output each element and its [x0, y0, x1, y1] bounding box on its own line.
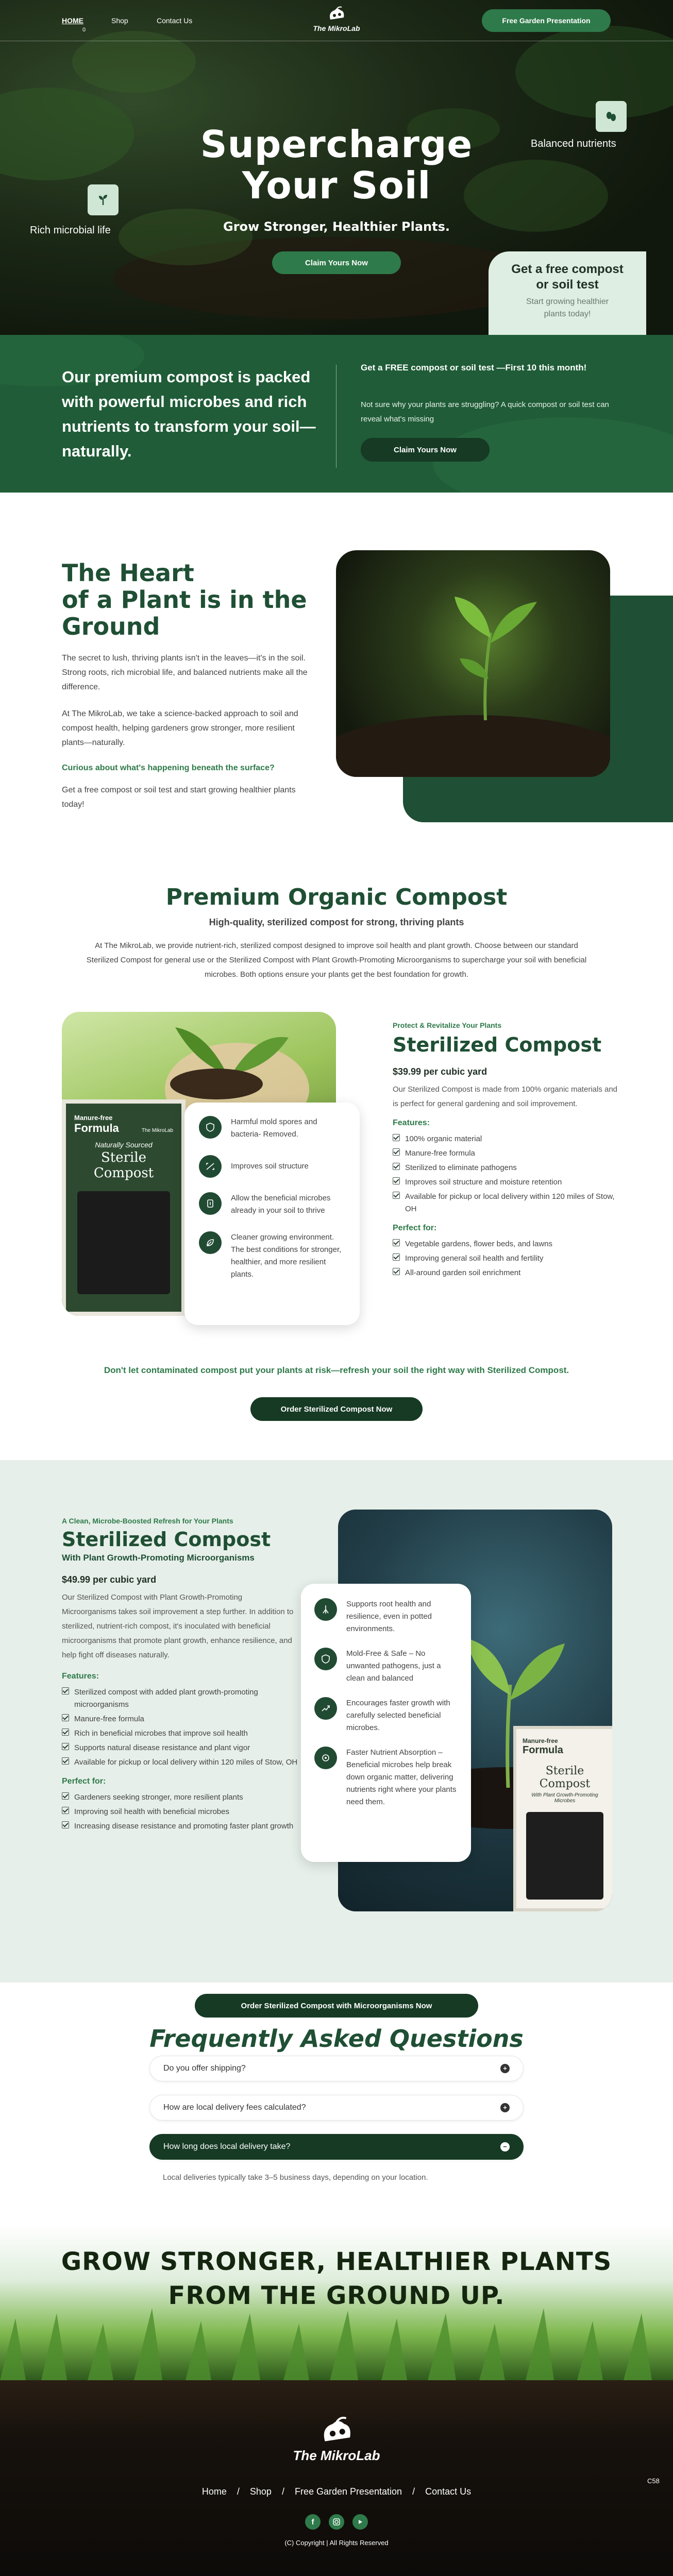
p1-feature	[393, 1162, 619, 1174]
checkbox-icon	[62, 1728, 69, 1736]
p2-benefit1-text: Supports root health and resilience, even in potted environments.	[346, 1600, 432, 1633]
footer-copyright: (C) Copyright | All Rights Reserved	[284, 2539, 389, 2547]
product2-order-button[interactable]: Order Sterilized Compost with Microorganisms Now	[195, 1994, 478, 2018]
faq-answer: Local deliveries typically take 3–5 business days, depending on your location.	[163, 2173, 428, 2182]
mikrolab-logo-icon	[316, 2416, 357, 2445]
bag1-small: Manure-free	[74, 1114, 113, 1122]
heart-title-l2: of a Plant is in the	[62, 586, 307, 614]
faq-section	[0, 2025, 673, 2195]
sprout-icon	[96, 193, 110, 207]
root-icon	[314, 1598, 337, 1621]
checkbox-icon	[62, 1757, 69, 1765]
footer-logo[interactable]	[259, 2416, 414, 2464]
faq-question: How are local delivery fees calculated?	[163, 2103, 306, 2112]
footer-link-shop[interactable]: Shop	[249, 2486, 272, 2497]
checkbox-icon	[393, 1192, 400, 1199]
hero-subtitle: Grow Stronger, Healthier Plants.	[223, 219, 450, 234]
p1-feature-text: Improves soil structure and moisture retention	[405, 1178, 562, 1187]
band-desc: Not sure why your plants are struggling? A quick compost or soil test can reveal what's missing	[361, 400, 609, 423]
product2-price: $49.99 per cubic yard	[62, 1574, 157, 1585]
p2-feature	[62, 1742, 299, 1754]
nav-shop[interactable]: Shop	[111, 16, 128, 25]
checkbox-icon	[62, 1687, 69, 1694]
checkbox-icon	[62, 1714, 69, 1721]
product1-warning: Don't let contaminated compost put your plants at risk—refresh your soil the right way with Sterilized Compost.	[104, 1365, 569, 1375]
p2-perfect-text: Improving soil health with beneficial microbes	[74, 1807, 229, 1816]
brand-name: The MikroLab	[313, 24, 360, 32]
product1-desc: Our Sterilized Compost is made from 100% organic materials and is perfect for general gardening and soil improvement.	[393, 1085, 618, 1108]
badge-microbial	[88, 184, 119, 215]
bag1-name: Sterile Compost	[93, 1150, 154, 1181]
checkbox-icon	[393, 1163, 400, 1170]
top-nav	[0, 0, 673, 41]
product1-eyebrow: Protect & Revitalize Your Plants	[393, 1021, 502, 1029]
bag2-name: Sterile Compost	[539, 1765, 591, 1790]
nav-home-marker: 0	[82, 27, 86, 33]
checkbox-icon	[393, 1239, 400, 1246]
faq-item-delivery-fees[interactable]	[149, 2095, 524, 2121]
faq-question: How long does local delivery take?	[163, 2142, 291, 2151]
p2-benefit3-text: Encourages faster growth with carefully selected beneficial microbes.	[346, 1699, 450, 1732]
p1-perfect	[393, 1267, 619, 1279]
p2-benefit4-text: Faster Nutrient Absorption – Beneficial microbes help break down organic matter, delivering nutrients right where your plants need them.	[346, 1748, 457, 1806]
plus-icon: +	[500, 2064, 510, 2073]
brand-logo[interactable]	[308, 6, 365, 37]
p1-feature	[393, 1191, 619, 1215]
hero-section	[0, 0, 673, 335]
youtube-icon[interactable]	[352, 2514, 368, 2530]
footer-link-presentation[interactable]: Free Garden Presentation	[294, 2486, 402, 2497]
footer-links	[0, 2486, 673, 2497]
product2-info	[62, 1517, 299, 1835]
p1-feature-text: Available for pickup or local delivery within 120 miles of Stow, OH	[405, 1192, 615, 1213]
hero-title-line2: Your Soil	[242, 164, 431, 207]
p2-benefit2-text: Mold-Free & Safe – No unwanted pathogens, just a clean and balanced	[346, 1649, 441, 1683]
p2-benefit3-row	[314, 1697, 458, 1734]
p2-feature-text: Supports natural disease resistance and plant vigor	[74, 1743, 250, 1752]
checkbox-icon	[393, 1268, 400, 1275]
p2-feature-text: Available for pickup or local delivery within 120 miles of Stow, OH	[74, 1758, 298, 1767]
p1-feature	[393, 1147, 619, 1160]
hero-title-line1: Supercharge	[200, 123, 473, 166]
shield-check-icon	[199, 1116, 222, 1139]
product2-bag	[513, 1726, 612, 1911]
free-test-card-sub: Start growing healthier plants today!	[526, 297, 609, 318]
p1-feature-text: 100% organic material	[405, 1134, 482, 1143]
product1-bag	[62, 1099, 186, 1316]
seeds-icon	[604, 109, 618, 124]
footer	[0, 2380, 673, 2576]
heart-section	[0, 493, 673, 843]
heart-p2: At The MikroLab, we take a science-backed approach to soil and compost health, helping gardeners grow stronger, more resilient plants—naturally.	[62, 709, 298, 747]
shield-icon	[314, 1648, 337, 1670]
free-test-card-title: Get a free compost or soil test	[511, 262, 624, 292]
checkbox-icon	[62, 1743, 69, 1750]
p1-perfect-text: All-around garden soil enrichment	[405, 1268, 521, 1277]
p1-feature	[393, 1133, 619, 1145]
banner-line1: GROW STRONGER, HEALTHIER PLANTS	[61, 2247, 612, 2276]
p2-perfect-text: Gardeners seeking stronger, more resilient plants	[74, 1793, 243, 1802]
mikrolab-logo-icon	[326, 6, 347, 22]
soil-structure-icon	[199, 1155, 222, 1178]
seedling-illustration	[336, 550, 610, 777]
footer-sep: /	[412, 2486, 415, 2497]
product1-benefits-card	[184, 1103, 360, 1325]
product2-features-label: Features:	[62, 1672, 99, 1681]
p1-perfect-text: Vegetable gardens, flower beds, and lawns	[405, 1240, 553, 1248]
product1-title: Sterilized Compost	[393, 1033, 602, 1056]
faq-title: Frequently Asked Questions	[149, 2025, 524, 2053]
footer-sep: /	[281, 2486, 284, 2497]
product1-section	[0, 994, 673, 1437]
heart-p3: Get a free compost or soil test and start growing healthier plants today!	[62, 786, 296, 809]
heart-title-l1: The Heart	[62, 559, 194, 587]
facebook-icon[interactable]: f	[305, 2514, 321, 2530]
p2-feature	[62, 1756, 299, 1769]
bag1-window	[77, 1191, 170, 1294]
p2-perfect	[62, 1791, 299, 1804]
checkbox-icon	[393, 1148, 400, 1156]
p1-feature-text: Manure-free formula	[405, 1149, 475, 1158]
premium-title: Premium Organic Compost	[165, 884, 508, 910]
footer-link-home[interactable]: Home	[201, 2486, 227, 2497]
checkbox-icon	[62, 1792, 69, 1800]
nav-home[interactable]: HOME	[62, 16, 83, 25]
p1-perfect	[393, 1252, 619, 1265]
product2-section	[0, 1460, 673, 1982]
benefit1-row	[199, 1116, 345, 1141]
heart-title	[62, 560, 307, 640]
checkbox-icon	[62, 1807, 69, 1814]
p1-feature	[393, 1176, 619, 1189]
microbe-jar-icon	[199, 1192, 222, 1215]
checkbox-icon	[393, 1134, 400, 1141]
faq-item-shipping[interactable]	[149, 2056, 524, 2081]
benefit3-text: Allow the beneficial microbes already in your soil to thrive	[231, 1194, 331, 1215]
p1-feature-text: Sterilized to eliminate pathogens	[405, 1163, 517, 1172]
checkbox-icon	[393, 1253, 400, 1261]
p2-perfect	[62, 1820, 299, 1833]
benefit4-row	[199, 1231, 345, 1281]
product2-eyebrow: A Clean, Microbe-Boosted Refresh for Your Plants	[62, 1517, 233, 1525]
p2-perfect	[62, 1806, 299, 1818]
badge-nutrients-label: Balanced nutrients	[531, 138, 616, 149]
p2-feature-text: Rich in beneficial microbes that improve soil health	[74, 1729, 248, 1738]
heart-plant-image	[336, 550, 610, 777]
product1-info	[393, 1021, 619, 1281]
bag2-window	[526, 1812, 603, 1900]
benefit2-text: Improves soil structure	[231, 1162, 309, 1171]
minus-icon: −	[500, 2142, 510, 2151]
p2-feature-text: Sterilized compost with added plant growth-promoting microorganisms	[74, 1688, 258, 1709]
product1-perfect-label: Perfect for:	[393, 1224, 437, 1232]
checkbox-icon	[393, 1177, 400, 1184]
bag2-script: With Plant Growth-Promoting Microbes	[531, 1792, 598, 1804]
p2-feature-text: Manure-free formula	[74, 1715, 144, 1723]
footer-social	[295, 2514, 378, 2530]
product1-price: $39.99 per cubic yard	[393, 1066, 487, 1077]
heart-title-l3: Ground	[62, 613, 160, 640]
grass-banner	[0, 2226, 673, 2380]
footer-sep: /	[237, 2486, 240, 2497]
free-test-card[interactable]	[489, 251, 646, 335]
benefit3-row	[199, 1192, 345, 1217]
premium-section	[0, 843, 673, 979]
footer-corner-badge: C58	[647, 2477, 660, 2485]
band-text: Our premium compost is packed with powerful microbes and rich nutrients to transform your soil—naturally.	[62, 368, 316, 460]
promo-band	[0, 335, 673, 493]
product2-benefits-card	[301, 1584, 471, 1862]
product2-desc: Our Sterilized Compost with Plant Growth-Promoting Microorganisms takes soil improvement a step further. In addition to sterilized, nutrient-rich compost, it's inoculated with beneficial microorganisms that promote plant growth, enhance resilience, and help fight off diseases naturally.	[62, 1593, 294, 1659]
hero-claim-button[interactable]: Claim Yours Now	[272, 251, 401, 274]
bag1-formula: Formula	[74, 1122, 119, 1134]
faq-question: Do you offer shipping?	[163, 2064, 246, 2073]
p2-feature	[62, 1713, 299, 1725]
bag2-small: Manure-free	[523, 1737, 558, 1744]
benefit4-text: Cleaner growing environment. The best conditions for stronger, healthier, and more resilient plants.	[231, 1233, 342, 1279]
faq-item-delivery-time[interactable]	[149, 2134, 524, 2160]
product2-subtitle: With Plant Growth-Promoting Microorganisms	[62, 1553, 255, 1563]
growth-icon	[314, 1697, 337, 1720]
plus-icon: +	[500, 2103, 510, 2112]
heart-p1: The secret to lush, thriving plants isn't in the leaves—it's in the soil. Strong roots, rich microbial life, and balanced nutrients make all the difference.	[62, 654, 308, 691]
nav-cta-button[interactable]: Free Garden Presentation	[482, 9, 611, 32]
bag1-script: Naturally Sourced	[95, 1141, 153, 1149]
premium-desc: At The MikroLab, we provide nutrient-rich, sterilized compost designed to improve soil health and plant growth. Choose between our standard Sterilized Compost for general use or the Sterilized Compost with Plant Growth-Promoting Microorganisms to supercharge your soil with beneficial microbes. Both options ensure your plants get the best foundation for growth.	[86, 941, 587, 979]
p1-perfect	[393, 1238, 619, 1250]
nutrient-icon	[314, 1747, 337, 1769]
product2-perfect-label: Perfect for:	[62, 1777, 106, 1786]
banner-line2: FROM THE GROUND UP.	[168, 2281, 505, 2310]
product2-title: Sterilized Compost	[62, 1528, 271, 1551]
benefit2-row	[199, 1155, 345, 1178]
badge-nutrients	[596, 101, 627, 132]
product1-features-label: Features:	[393, 1118, 430, 1127]
product1-order-button[interactable]: Order Sterilized Compost Now	[250, 1397, 423, 1421]
band-offer: Get a FREE compost or soil test —First 10 this month!	[361, 363, 587, 372]
p2-benefit4-row	[314, 1747, 458, 1808]
heart-question: Curious about what's happening beneath the surface?	[62, 764, 275, 772]
footer-brand: The MikroLab	[293, 2448, 380, 2463]
bag1-brand: The MikroLab	[141, 1128, 173, 1133]
bag2-formula: Formula	[523, 1744, 563, 1756]
p2-feature	[62, 1727, 299, 1740]
band-claim-button[interactable]: Claim Yours Now	[361, 438, 490, 462]
p2-perfect-text: Increasing disease resistance and promoting faster plant growth	[74, 1822, 294, 1831]
p2-feature	[62, 1686, 299, 1711]
badge-microbial-label: Rich microbial life	[30, 225, 111, 236]
nav-contact[interactable]: Contact Us	[157, 16, 193, 25]
premium-subtitle: High-quality, sterilized compost for strong, thriving plants	[209, 917, 464, 927]
benefit1-text: Harmful mold spores and bacteria- Removed.	[231, 1117, 317, 1139]
instagram-icon[interactable]	[329, 2514, 344, 2530]
leaf-icon	[199, 1231, 222, 1254]
p2-benefit1-row	[314, 1598, 458, 1635]
p2-benefit2-row	[314, 1648, 458, 1685]
footer-link-contact[interactable]: Contact Us	[425, 2486, 472, 2497]
checkbox-icon	[62, 1821, 69, 1828]
p1-perfect-text: Improving general soil health and fertility	[405, 1254, 544, 1263]
